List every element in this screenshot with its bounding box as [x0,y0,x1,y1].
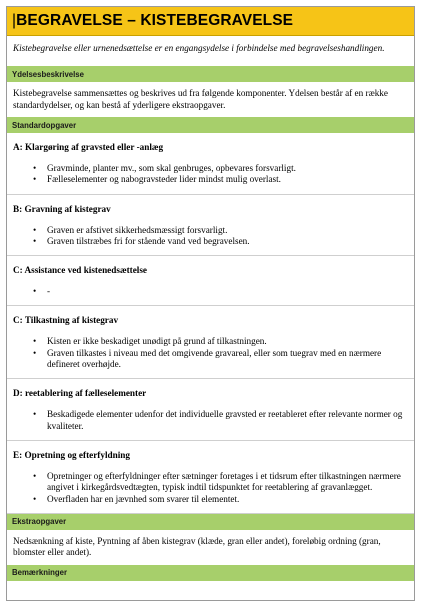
list-item-text: - [47,286,51,297]
ydelse-text: Kistebegravelse sammensættes og beskrives ud fra følgende komponenter. Ydelsen består af en række standardydelser, og kan bestå af yderligere ekstraopgaver. [13,88,388,110]
list-item [33,236,408,247]
list-item [33,174,408,185]
list-item-text: Graven tilstræbes fri for stående vand ved begravelsen. [47,235,250,246]
list-item-text: Graven tilkastes i niveau med det omgivende gravareal, eller som tuegrav med en nærmere defineret overhøjde. [47,347,382,370]
list-item [33,494,408,505]
page-title [7,7,414,36]
section-header-ydelse: Ydelsesbeskrivelse [7,66,414,82]
standard-subheading: A: Klargøring af gravsted eller -anlæg [13,142,164,152]
list-item [33,471,408,494]
section-divider [7,194,414,195]
standard-subheading: E: Opretning og efterfyldning [13,449,130,460]
section-header-standard: Standardopgaver [7,117,414,133]
list-item [33,286,408,297]
bullet-icon: • [33,470,37,481]
list-item-text: Overfladen har en jævnhed som svarer til elementet. [47,493,240,504]
list-item-text: Kisten er ikke beskadiget unødigt på grund af tilkastningen. [47,336,267,347]
section-header-bemaerk: Bemærkninger [7,565,414,581]
bullet-list [13,163,408,186]
standard-subheading: C: Assistance ved kistenedsættelse [13,265,147,276]
section-divider [7,378,414,379]
standard-subheading: B: Gravning af kistegrav [13,203,111,214]
bullet-icon: • [33,163,37,173]
bullet-icon: • [33,347,37,358]
bullet-icon: • [33,409,37,420]
section-divider [7,440,414,441]
bullet-list [13,286,408,297]
bullet-list [13,471,408,505]
list-item [33,409,408,432]
list-item-text: Graven er afstivet sikkerhedsmæssigt forsvarligt. [47,224,228,235]
list-item-text: Opretninger og efterfyldninger efter sætninger foretages i et tidsrum efter tilkastningen nærmere angivet i kirkegårdsvedtægten, typisk indtil tidspunktet for reetablering af gravanlægget. [47,470,401,493]
title-caret: | [12,12,17,29]
bullet-list [13,225,408,248]
section-divider [7,255,414,256]
standard-subheading: D: reetablering af fælleselementer [13,388,147,399]
bullet-icon: • [33,336,37,347]
page-title-text: BEGRAVELSE – KISTEBEGRAVELSE [16,12,294,29]
standard-sections [7,141,414,514]
bullet-icon: • [33,286,37,297]
bullet-list [13,336,408,370]
section-divider [7,305,414,306]
intro-text: Kistebegravelse eller urnenedsættelse er en engangsydelse i forbindelse med begravelseshandlingen. [13,43,385,53]
bullet-icon: • [33,235,37,246]
bullet-icon: • [33,493,37,504]
list-item-text: Fælleselementer og nabogravsteder lider mindst mulig overlast. [47,174,281,185]
section-header-ekstra: Ekstraopgaver [7,514,414,530]
list-item [33,163,408,174]
list-item-text: Gravminde, planter mv., som skal genbruges, opbevares forsvarligt. [47,163,296,173]
list-item [33,336,408,347]
bullet-icon: • [33,224,37,235]
list-item-text: Beskadigede elementer udenfor det individuelle gravsted er reetableret efter relevante normer og kvaliteter. [47,409,403,431]
list-item [33,348,408,371]
bullet-list [13,409,408,432]
standard-subheading: C: Tilkastning af kistegrav [13,315,119,326]
bullet-icon: • [33,174,37,185]
list-item [33,225,408,236]
ekstra-text: Nedsænkning af kiste, Pyntning af åben kistegrav (klæde, gran eller andet), foreløbig ordning (gran, blomster eller andet). [13,535,381,558]
document-page [6,6,415,601]
